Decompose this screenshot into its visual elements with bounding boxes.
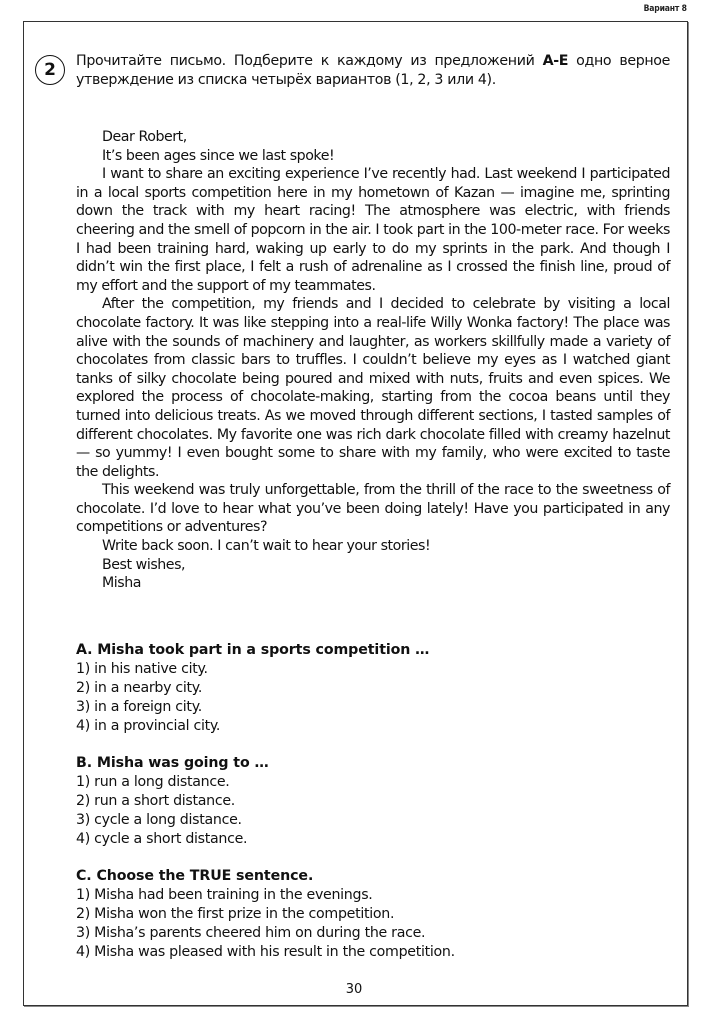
letter-signoff: Best wishes,: [102, 556, 186, 573]
question-title: A. Misha took part in a sports competition …: [76, 642, 430, 658]
letter-opening: It’s been ages since we last spoke!: [102, 147, 335, 164]
question-a: [76, 641, 670, 736]
answer-option: 1) in his native city.: [76, 661, 208, 677]
answer-option: 4) cycle a short distance.: [76, 831, 248, 847]
question-title: C. Choose the TRUE sentence.: [76, 868, 314, 884]
instruction-text-pre: Прочитайте письмо. Подберите к каждому из предложений: [76, 53, 543, 69]
page-number: 30: [345, 982, 363, 997]
letter-closing: Write back soon. I can’t wait to hear your stories!: [102, 538, 431, 555]
letter-paragraph: This weekend was truly unforgettable, from the thrill of the race to the sweetness of chocolate. I’d love to hear what you’ve been doing lately! Have you participated in any competitions or adventures?: [76, 482, 670, 536]
answer-option: 1) Misha had been training in the evenings.: [76, 887, 373, 903]
answer-option: 4) in a provincial city.: [76, 718, 221, 734]
answer-option: 4) Misha was pleased with his result in the competition.: [76, 944, 455, 960]
letter-signature: Misha: [102, 575, 142, 592]
question-title: B. Misha was going to …: [76, 755, 269, 771]
instruction-text-post: одно верное утверждение из списка четырёх вариантов (1, 2, 3 или 4).: [76, 53, 671, 88]
question-c: [76, 867, 670, 962]
task-number-badge: [35, 55, 65, 85]
instruction-range: A-E: [542, 53, 569, 69]
task-number: 2: [44, 60, 56, 80]
answer-option: 3) Misha’s parents cheered him on during the race.: [76, 925, 426, 941]
letter-text: [76, 128, 670, 593]
answer-option: 3) in a foreign city.: [76, 699, 202, 715]
answer-option: 2) Misha won the first prize in the competition.: [76, 906, 395, 922]
answer-option: 2) in a nearby city.: [76, 680, 203, 696]
letter-paragraph: I want to share an exciting experience I’ve recently had. Last weekend I participated in a local sports competition here in my hometown of Kazan — imagine me, sprinting down the track with my heart racing! The atmosphere was electric, with friends cheering and the smell of popcorn in the air. I took part in the 100-meter race. For weeks I had been training hard, waking up early to do my sprints in the park. And though I didn’t win the first place, I felt a rush of adrenaline as I crossed the finish line, proud of my effort and the support of my teammates.: [76, 166, 670, 294]
questions-list: [76, 641, 670, 980]
variant-label: Вариант 8: [643, 4, 687, 14]
task-instruction: [76, 52, 670, 89]
answer-option: 1) run a long distance.: [76, 774, 230, 790]
answer-option: 3) cycle a long distance.: [76, 812, 242, 828]
question-b: [76, 754, 670, 849]
answer-option: 2) run a short distance.: [76, 793, 235, 809]
letter-paragraph: After the competition, my friends and I decided to celebrate by visiting a local chocolate factory. It was like stepping into a real-life Willy Wonka factory! The place was alive with the sounds of machinery and laughter, as workers skillfully made a variety of chocolates from classic bars to truffles. I couldn’t believe my eyes as I watched giant tanks of silky chocolate being poured and mixed with nuts, fruits and even spices. We explored the process of chocolate-making, starting from the cocoa beans until they turned into delicious treats. As we moved through different sections, I tasted samples of different chocolates. My favorite one was rich dark chocolate filled with creamy hazelnut — so yummy! I even bought some to share with my family, who were excited to taste the delights.: [76, 296, 670, 480]
letter-greeting: Dear Robert,: [102, 129, 187, 145]
